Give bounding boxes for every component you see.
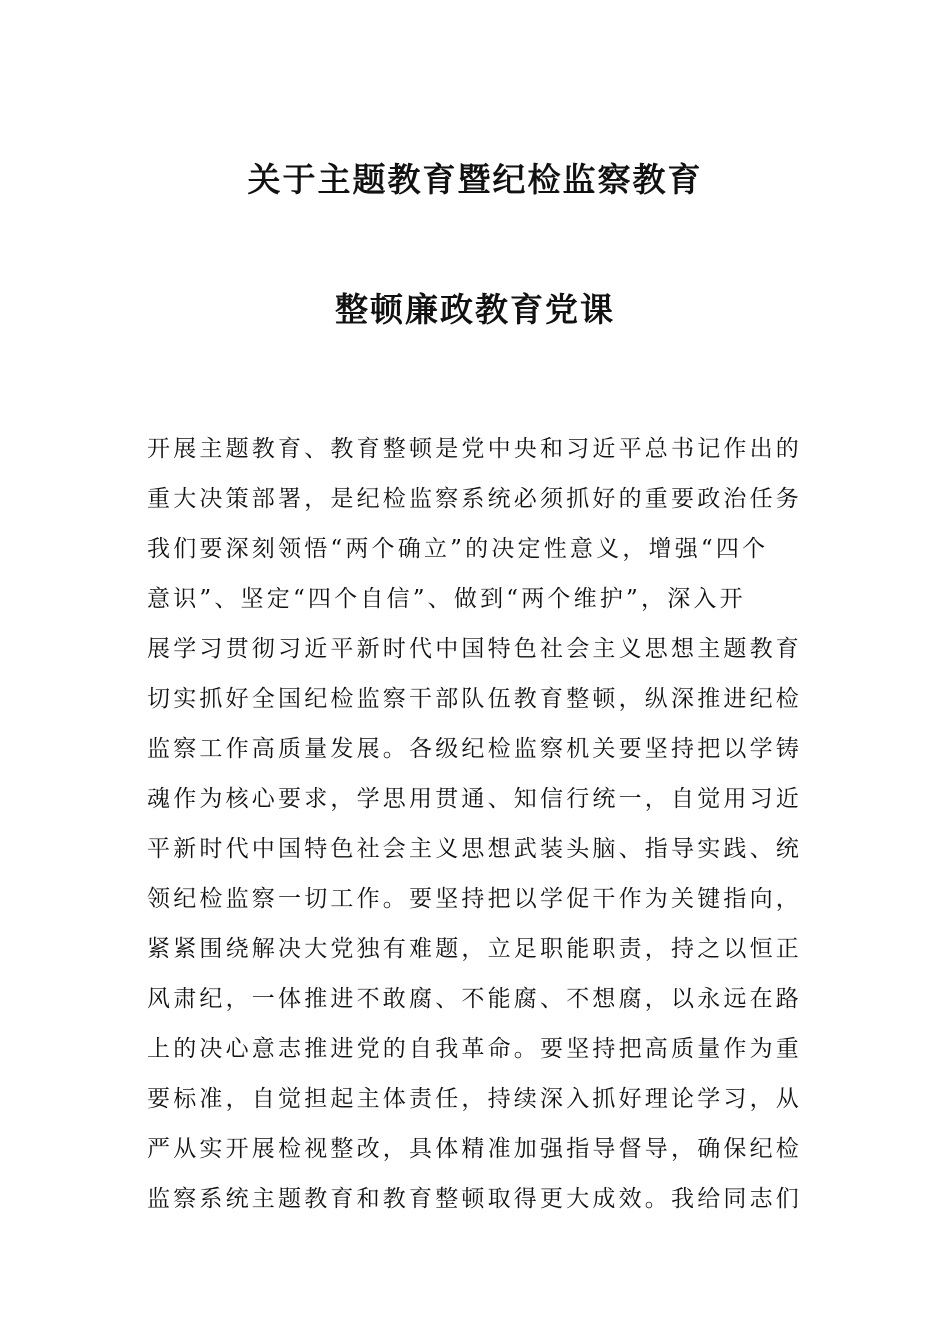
- body-line: 风肃纪，一体推进不敢腐、不能腐、不想腐，以永远在路: [147, 986, 802, 1012]
- body-line: 监察工作高质量发展。各级纪检监察机关要坚持把以学铸: [147, 736, 802, 762]
- document-title-line-1: 关于主题教育暨纪检监察教育: [247, 160, 703, 199]
- body-line: 意识”、坚定“四个自信”、做到“两个维护”，深入开: [147, 586, 746, 612]
- body-line: 平新时代中国特色社会主义思想武装头脑、指导实践、统: [147, 836, 802, 862]
- body-line: 紧紧围绕解决大党独有难题，立足职能职责，持之以恒正: [147, 936, 802, 962]
- body-line: 严从实开展检视整改，具体精准加强指导督导，确保纪检: [147, 1136, 802, 1162]
- body-line: 要标准，自觉担起主体责任，持续深入抓好理论学习，从: [147, 1086, 802, 1112]
- body-paragraph: [147, 424, 807, 1224]
- body-line: 重大决策部署，是纪检监察系统必须抓好的重要政治任务: [147, 486, 802, 512]
- document-title-line-2: 整顿廉政教育党课: [335, 290, 615, 329]
- body-line: 切实抓好全国纪检监察干部队伍教育整顿，纵深推进纪检: [147, 686, 802, 712]
- body-line: 我们要深刻领悟“两个确立”的决定性意义，增强“四个: [147, 536, 769, 562]
- body-line: 监察系统主题教育和教育整顿取得更大成效。我给同志们: [147, 1186, 802, 1212]
- body-line: 展学习贯彻习近平新时代中国特色社会主义思想主题教育: [147, 636, 802, 662]
- body-line: 魂作为核心要求，学思用贯通、知信行统一，自觉用习近: [147, 786, 802, 812]
- body-line: 上的决心意志推进党的自我革命。要坚持把高质量作为重: [147, 1036, 802, 1062]
- body-line: 领纪检监察一切工作。要坚持把以学促干作为关键指向，: [147, 886, 802, 912]
- body-line: 开展主题教育、教育整顿是党中央和习近平总书记作出的: [147, 436, 802, 462]
